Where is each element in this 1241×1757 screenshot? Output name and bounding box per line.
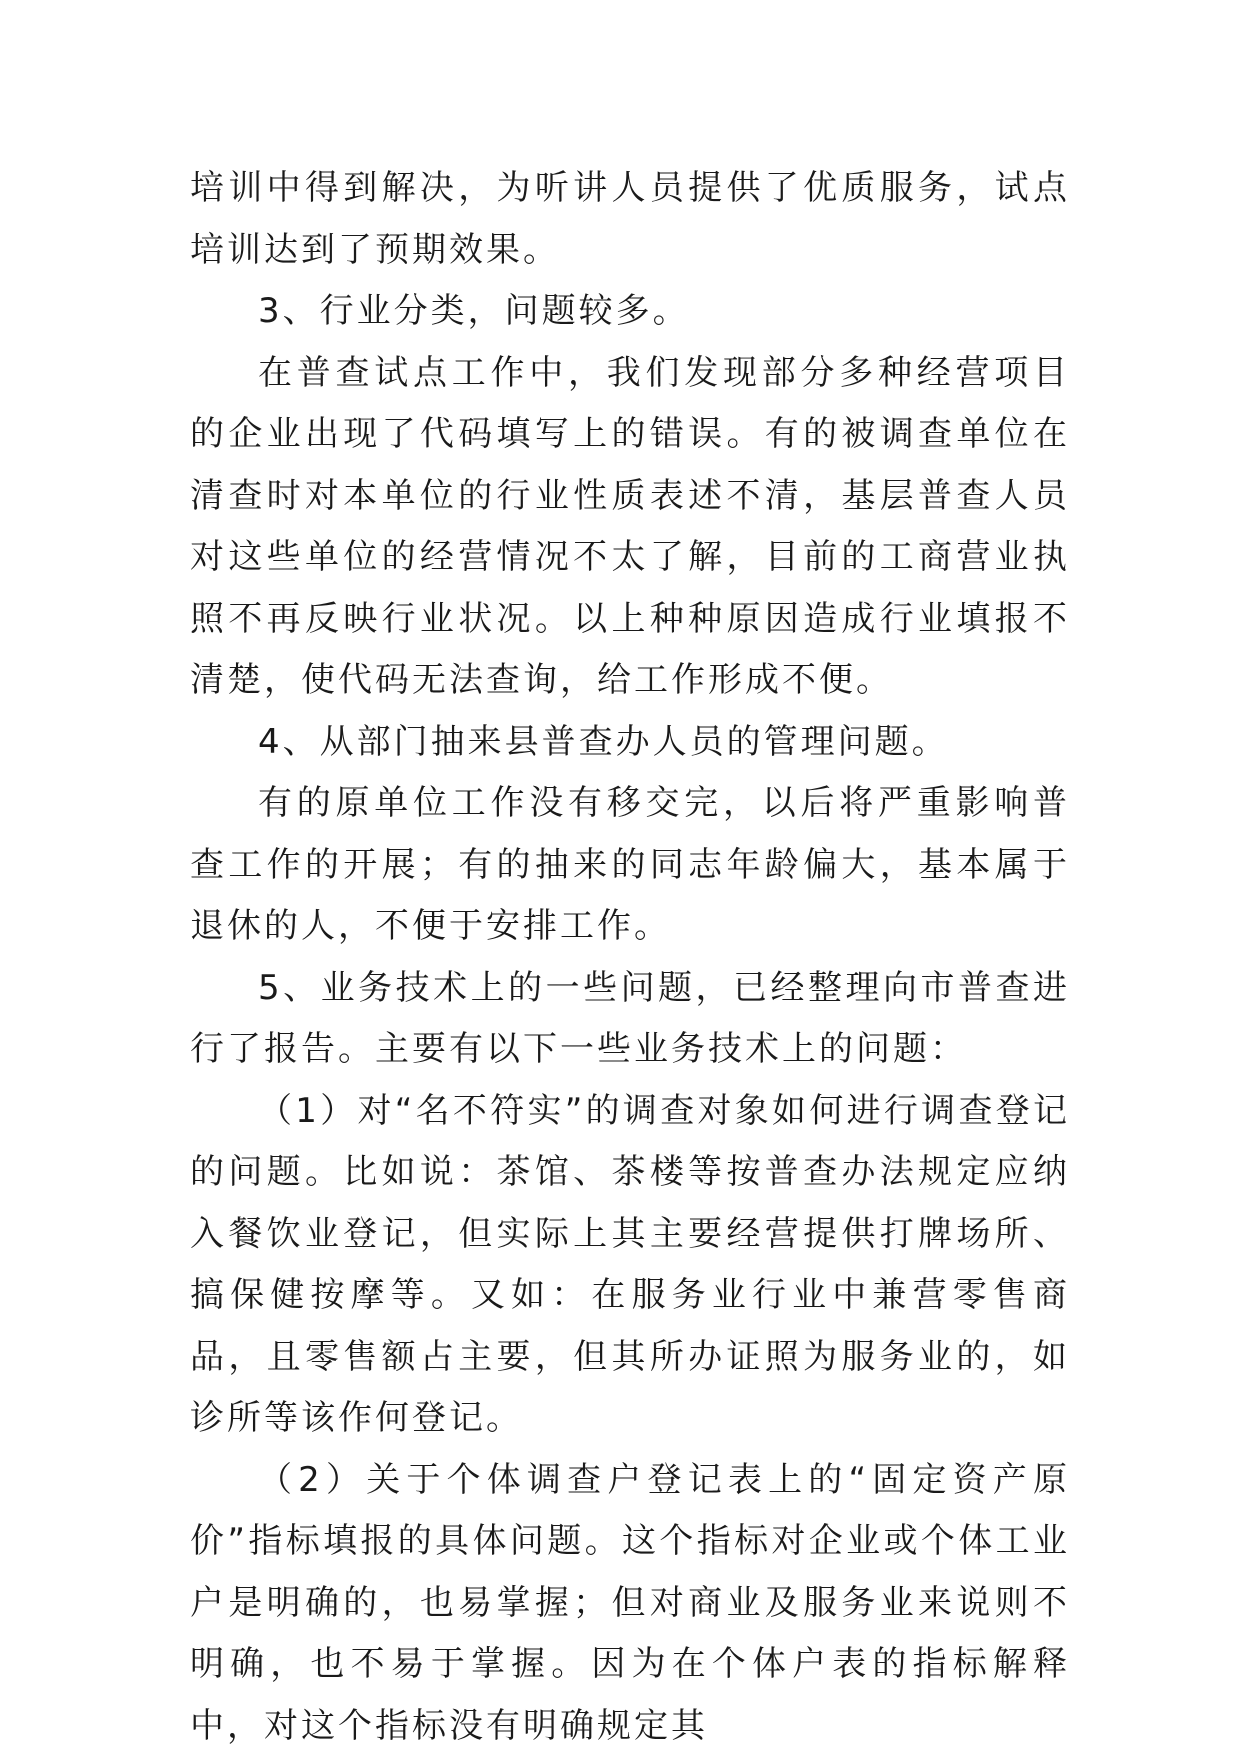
heading-industry-classification: 3、行业分类，问题较多。 bbox=[190, 281, 1070, 343]
paragraph-staff-issues: 有的原单位工作没有移交完，以后将严重影响普查工作的开展；有的抽来的同志年龄偏大，基本属于退休的人，不便于安排工作。 bbox=[190, 773, 1070, 958]
paragraph-industry-code-errors: 在普查试点工作中，我们发现部分多种经营项目的企业出现了代码填写上的错误。有的被调查单位在清查时对本单位的行业性质表述不清，基层普查人员对这些单位的经营情况不太了解，目前的工商营业执照不再反映行业状况。以上种种原因造成行业填报不清楚，使代码无法查询，给工作形成不便。 bbox=[190, 343, 1070, 712]
paragraph-training-result: 培训中得到解决，为听讲人员提供了优质服务，试点培训达到了预期效果。 bbox=[190, 158, 1070, 281]
paragraph-issue-1: （1）对“名不符实”的调查对象如何进行调查登记的问题。比如说：茶馆、茶楼等按普查办法规定应纳入餐饮业登记，但实际上其主要经营提供打牌场所、搞保健按摩等。又如：在服务业行业中兼营零售商品，且零售额占主要，但其所办证照为服务业的，如诊所等该作何登记。 bbox=[190, 1081, 1070, 1450]
heading-staff-management: 4、从部门抽来县普查办人员的管理问题。 bbox=[190, 712, 1070, 774]
document-body bbox=[190, 158, 1070, 1757]
heading-technical-issues: 5、业务技术上的一些问题，已经整理向市普查进行了报告。主要有以下一些业务技术上的问题： bbox=[190, 958, 1070, 1081]
paragraph-issue-2: （2）关于个体调查户登记表上的“固定资产原价”指标填报的具体问题。这个指标对企业或个体工业户是明确的，也易掌握；但对商业及服务业来说则不明确，也不易于掌握。因为在个体户表的指标解释中，对这个指标没有明确规定其 bbox=[190, 1450, 1070, 1757]
